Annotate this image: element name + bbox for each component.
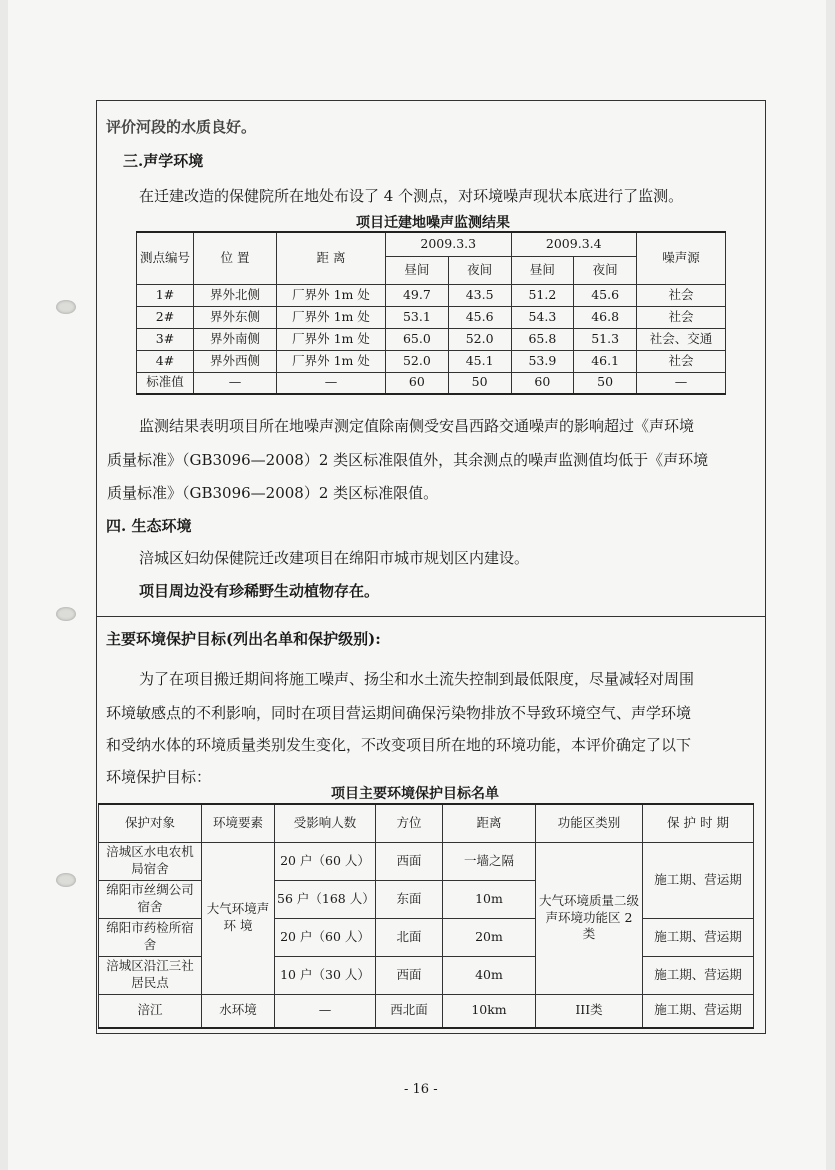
- section-divider: [97, 616, 765, 617]
- result-line-1: 监测结果表明项目所在地噪声测定值除南侧受安昌西路交通噪声的影响超过《声环境: [139, 417, 695, 435]
- table-row: [99, 918, 754, 956]
- punch-hole: [56, 300, 76, 314]
- cell-people: 56 户（168 人）: [275, 880, 376, 918]
- cell-distance: 厂界外 1m 处: [277, 284, 386, 306]
- cell-id: 标准值: [137, 372, 194, 394]
- header-direction: 方位: [376, 804, 443, 842]
- header-object: 保护对象: [99, 804, 202, 842]
- cell-distance: 10km: [443, 994, 536, 1028]
- cell-value: 46.8: [574, 306, 637, 328]
- cell-value: 51.2: [511, 284, 574, 306]
- header-date1: 2009.3.3: [386, 232, 512, 256]
- cell-object: 涪城区水电农机局宿舍: [99, 842, 202, 880]
- table-row: [137, 284, 726, 306]
- targets-line-2: 环境敏感点的不利影响，同时在项目营运期间确保污染物排放不导致环境空气、声学环境: [106, 704, 692, 722]
- noise-table: [136, 231, 726, 395]
- header-source: 噪声源: [637, 232, 726, 284]
- cell-distance: 一墙之隔: [443, 842, 536, 880]
- cell-position: 界外北侧: [194, 284, 277, 306]
- cell-value: 54.3: [511, 306, 574, 328]
- cell-value: 49.7: [386, 284, 449, 306]
- noise-table-title: 项目迁建地噪声监测结果: [356, 215, 510, 231]
- cell-value: 65.8: [511, 328, 574, 350]
- cell-value: 52.0: [386, 350, 449, 372]
- cell-distance: 厂界外 1m 处: [277, 328, 386, 350]
- table-row: [99, 956, 754, 994]
- cell-object: 涪江: [99, 994, 202, 1028]
- header-night: 夜间: [448, 256, 511, 284]
- protection-target-table: [98, 803, 754, 1029]
- cell-object: 绵阳市药检所宿舍: [99, 918, 202, 956]
- targets-line-4: 环境保护目标：: [106, 768, 212, 786]
- cell-source: 社会: [637, 284, 726, 306]
- cell-element: 水环境: [202, 994, 275, 1028]
- target-table-title: 项目主要环境保护目标名单: [331, 786, 499, 802]
- cell-source: 社会: [637, 350, 726, 372]
- cell-id: 3#: [137, 328, 194, 350]
- header-date2: 2009.3.4: [511, 232, 637, 256]
- cell-position: 界外南侧: [194, 328, 277, 350]
- cell-object: 涪城区沿江三社居民点: [99, 956, 202, 994]
- table-row: [137, 306, 726, 328]
- cell-value: 51.3: [574, 328, 637, 350]
- cell-distance: 10m: [443, 880, 536, 918]
- cell-position: 界外东侧: [194, 306, 277, 328]
- cell-element: 大气环境声 环 境: [202, 842, 275, 994]
- punch-hole: [56, 607, 76, 621]
- cell-value: 50: [448, 372, 511, 394]
- cell-period: 施工期、营运期: [643, 918, 754, 956]
- cell-distance: 20m: [443, 918, 536, 956]
- cell-id: 1#: [137, 284, 194, 306]
- ecology-line-1: 涪城区妇幼保健院迁改建项目在绵阳市城市规划区内建设。: [139, 549, 530, 567]
- cell-source: —: [637, 372, 726, 394]
- header-point: 测点编号: [137, 232, 194, 284]
- cell-direction: 西北面: [376, 994, 443, 1028]
- cell-direction: 东面: [376, 880, 443, 918]
- punch-hole: [56, 873, 76, 887]
- cell-value: 53.1: [386, 306, 449, 328]
- cell-position: —: [194, 372, 277, 394]
- cell-people: 10 户（30 人）: [275, 956, 376, 994]
- river-quality-line: 评价河段的水质良好。: [106, 118, 257, 136]
- cell-people: 20 户（60 人）: [275, 918, 376, 956]
- cell-direction: 北面: [376, 918, 443, 956]
- header-people: 受影响人数: [275, 804, 376, 842]
- cell-value: 50: [574, 372, 637, 394]
- header-day: 昼间: [511, 256, 574, 284]
- table-row: [99, 842, 754, 880]
- acoustic-intro: 在迁建改造的保健院所在地处布设了 4 个测点，对环境噪声现状本底进行了监测。: [139, 187, 684, 205]
- cell-value: 60: [511, 372, 574, 394]
- result-line-3: 质量标准》（GB3096—2008）2 类区标准限值。: [107, 484, 439, 502]
- cell-source: 社会: [637, 306, 726, 328]
- acoustic-heading: 三.声学环境: [123, 152, 204, 170]
- header-zone: 功能区类别: [536, 804, 643, 842]
- cell-period: 施工期、营运期: [643, 956, 754, 994]
- header-distance: 距离: [443, 804, 536, 842]
- cell-source: 社会、交通: [637, 328, 726, 350]
- header-position: 位 置: [194, 232, 277, 284]
- ecology-line-2: 项目周边没有珍稀野生动植物存在。: [139, 582, 380, 600]
- cell-id: 2#: [137, 306, 194, 328]
- ecology-heading: 四. 生态环境: [106, 517, 192, 535]
- cell-direction: 西面: [376, 956, 443, 994]
- header-period: 保 护 时 期: [643, 804, 754, 842]
- cell-object: 绵阳市丝绸公司宿舍: [99, 880, 202, 918]
- targets-line-3: 和受纳水体的环境质量类别发生变化，不改变项目所在地的环境功能，本评价确定了以下: [106, 736, 692, 754]
- cell-zone: III类: [536, 994, 643, 1028]
- cell-distance: 厂界外 1m 处: [277, 350, 386, 372]
- cell-distance: 40m: [443, 956, 536, 994]
- table-row: [99, 994, 754, 1028]
- cell-value: 45.6: [574, 284, 637, 306]
- header-distance: 距 离: [277, 232, 386, 284]
- result-line-2: 质量标准》（GB3096—2008）2 类区标准限值外，其余测点的噪声监测值均低于《声环境: [107, 451, 709, 469]
- page-number: - 16 -: [404, 1082, 438, 1097]
- targets-heading: 主要环境保护目标(列出名单和保护级别):: [106, 630, 381, 648]
- cell-value: 46.1: [574, 350, 637, 372]
- header-element: 环境要素: [202, 804, 275, 842]
- cell-id: 4#: [137, 350, 194, 372]
- cell-value: 60: [386, 372, 449, 394]
- targets-line-1: 为了在项目搬迁期间将施工噪声、扬尘和水土流失控制到最低限度，尽量减轻对周围: [139, 670, 695, 688]
- cell-value: 43.5: [448, 284, 511, 306]
- cell-zone: 大气环境质量二级声环境功能区 2 类: [536, 842, 643, 994]
- header-night: 夜间: [574, 256, 637, 284]
- table-row: [137, 328, 726, 350]
- cell-period: 施工期、营运期: [643, 994, 754, 1028]
- cell-distance: 厂界外 1m 处: [277, 306, 386, 328]
- cell-value: 52.0: [448, 328, 511, 350]
- cell-direction: 西面: [376, 842, 443, 880]
- cell-value: 53.9: [511, 350, 574, 372]
- cell-position: 界外西侧: [194, 350, 277, 372]
- cell-period: 施工期、营运期: [643, 842, 754, 918]
- header-day: 昼间: [386, 256, 449, 284]
- cell-value: 45.6: [448, 306, 511, 328]
- table-row: [137, 350, 726, 372]
- cell-value: 45.1: [448, 350, 511, 372]
- cell-people: —: [275, 994, 376, 1028]
- cell-people: 20 户（60 人）: [275, 842, 376, 880]
- table-row: [137, 372, 726, 394]
- cell-distance: —: [277, 372, 386, 394]
- cell-value: 65.0: [386, 328, 449, 350]
